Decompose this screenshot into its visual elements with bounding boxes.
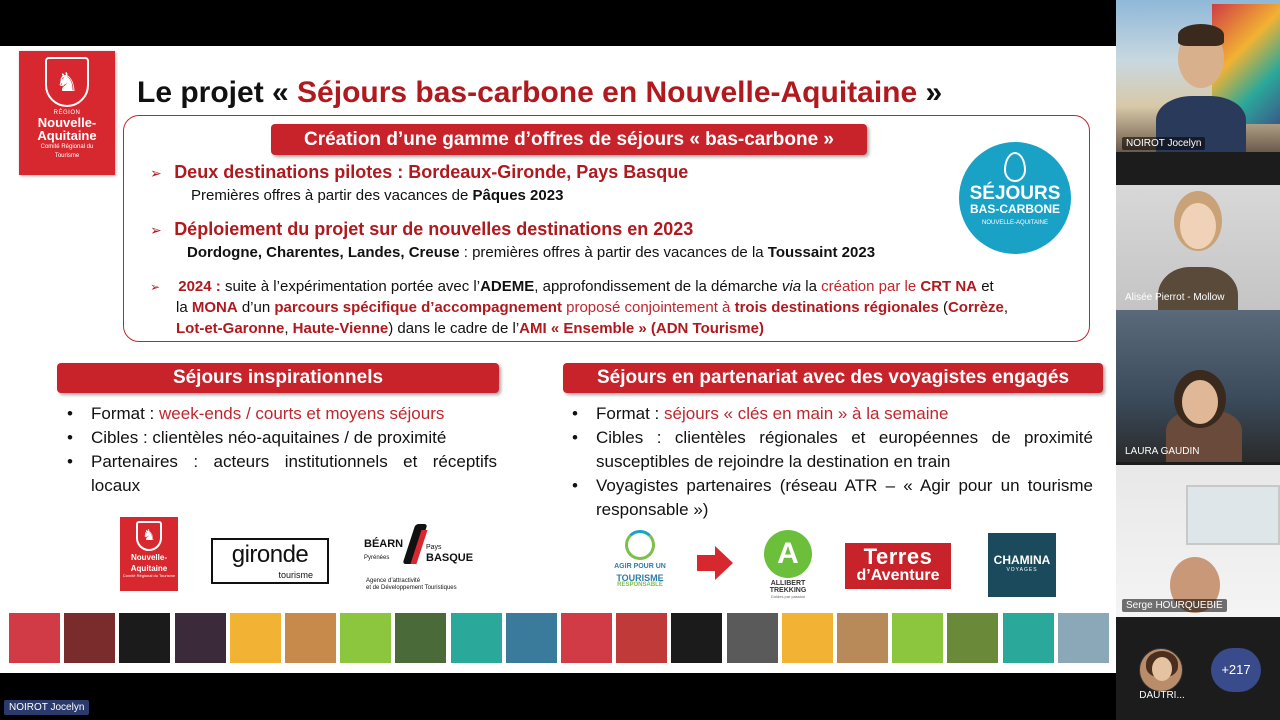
mountain-a-icon: A <box>764 530 812 578</box>
lion-crest-icon: ♞ <box>45 57 89 107</box>
list-item: • Format : séjours « clés en main » à la semaine <box>569 402 1093 426</box>
region-logo: ♞ RÉGION Nouvelle- Aquitaine Comité Régional du Tourisme <box>19 51 115 175</box>
point-3-line-3: Lot-et-Garonne, Haute-Vienne) dans le cadre de l’AMI « Ensemble » (ADN Tourisme) <box>176 320 764 337</box>
photo-tile <box>64 613 115 663</box>
photo-tile <box>395 613 446 663</box>
photo-tile <box>616 613 667 663</box>
active-speaker-label: NOIROT Jocelyn <box>4 700 89 715</box>
point-3-line-2: la MONA d’un parcours spécifique d’accompagnement proposé conjointement à trois destinations régionales (Corrèze, <box>176 299 1008 316</box>
participant-face <box>1182 380 1218 424</box>
window-background <box>1186 485 1280 545</box>
list-item: • Voyagistes partenaires (réseau ATR – « Agir pour un tourisme responsable ») <box>569 474 1093 522</box>
participant-name: Alisée Pierrot - Mollow <box>1125 292 1225 303</box>
photo-tile <box>671 613 722 663</box>
photo-tile <box>451 613 502 663</box>
photo-tile <box>119 613 170 663</box>
photo-tile <box>837 613 888 663</box>
point-2-heading: ➢ Déploiement du projet sur de nouvelles destinations en 2023 <box>150 219 694 239</box>
globe-icon <box>625 530 655 560</box>
more-participants-button[interactable]: +217 <box>1211 648 1261 692</box>
point-1-heading: ➢ Deux destinations pilotes : Bordeaux-Gironde, Pays Basque <box>150 162 689 182</box>
arrow-bullet-icon: ➢ <box>150 165 162 181</box>
arrow-bullet-icon: ➢ <box>150 280 161 294</box>
participant-name: Serge HOURQUEBIE <box>1122 599 1227 612</box>
point-1-sub: Premières offres à partir des vacances de Pâques 2023 <box>191 187 564 204</box>
gironde-tourisme-logo: gironde tourisme <box>211 538 329 584</box>
terres-d-aventure-logo: Terres d’Aventure <box>845 543 951 589</box>
photo-tile <box>9 613 60 663</box>
photo-tile <box>285 613 336 663</box>
participant-avatar[interactable] <box>1139 648 1183 692</box>
participant-tile[interactable] <box>1116 310 1280 462</box>
list-item: • Cibles : clientèles régionales et européennes de proximité susceptibles de rejoindre la destination en train <box>569 426 1093 474</box>
agir-tourisme-responsable-logo: AGIR POUR UN TOURISME RESPONSABLE <box>607 530 673 594</box>
photo-tile <box>340 613 391 663</box>
bearn-pays-basque-logo: BÉARN Pyrénées Pays BASQUE Agence d’attractivité et de Développement Touristiques <box>362 522 478 594</box>
list-item: • Partenaires : acteurs institutionnels et réceptifs locaux <box>64 450 497 498</box>
participant-tile[interactable] <box>1116 0 1280 152</box>
photo-tile <box>727 613 778 663</box>
photo-tile <box>175 613 226 663</box>
region-logo-small: ♞ Nouvelle- Aquitaine Comité Régional du Tourisme <box>120 517 178 591</box>
photo-tile <box>782 613 833 663</box>
partnership-banner: Séjours en partenariat avec des voyagistes engagés <box>563 363 1103 393</box>
avatar-name: DAUTRI... <box>1139 690 1185 701</box>
photo-tile <box>892 613 943 663</box>
point-3-line-1: ➢ 2024 : suite à l’expérimentation portée avec l’ADEME, approfondissement de la démarche via la création par le CRT NA et <box>150 278 994 295</box>
slide-title: Le projet « Séjours bas-carbone en Nouvelle-Aquitaine » <box>137 76 943 109</box>
photo-strip <box>9 613 1109 663</box>
sejours-bas-carbone-badge: SÉJOURS BAS-CARBONE NOUVELLE-AQUITAINE <box>959 142 1071 254</box>
shared-slide <box>0 46 1116 673</box>
partnership-list <box>569 402 1093 522</box>
list-item: • Cibles : clientèles néo-aquitaines / de proximité <box>64 426 497 450</box>
photo-tile <box>1058 613 1109 663</box>
participant-tile[interactable] <box>1116 465 1280 617</box>
creation-banner: Création d’une gamme d’offres de séjours « bas-carbone » <box>271 124 867 155</box>
arrow-bullet-icon: ➢ <box>150 222 162 238</box>
photo-tile <box>947 613 998 663</box>
chamina-voyages-logo: CHAMINA VOYAGES <box>988 533 1056 597</box>
participant-face <box>1180 203 1216 249</box>
arrow-right-icon <box>697 555 717 571</box>
list-item: • Format : week-ends / courts et moyens séjours <box>64 402 497 426</box>
point-2-sub: Dordogne, Charentes, Landes, Creuse : premières offres à partir des vacances de la Toussaint 2023 <box>187 244 876 261</box>
leaf-icon <box>1004 152 1026 182</box>
photo-tile <box>1003 613 1054 663</box>
participant-name: NOIROT Jocelyn <box>1122 137 1205 150</box>
photo-tile <box>230 613 281 663</box>
inspirational-banner: Séjours inspirationnels <box>57 363 499 393</box>
allibert-trekking-logo: A ALLIBERT TREKKING Guides par passion <box>752 530 824 596</box>
lion-crest-icon: ♞ <box>136 521 162 551</box>
inspirational-list <box>64 402 497 498</box>
photo-tile <box>506 613 557 663</box>
photo-tile <box>561 613 612 663</box>
participant-name: LAURA GAUDIN <box>1125 446 1200 457</box>
